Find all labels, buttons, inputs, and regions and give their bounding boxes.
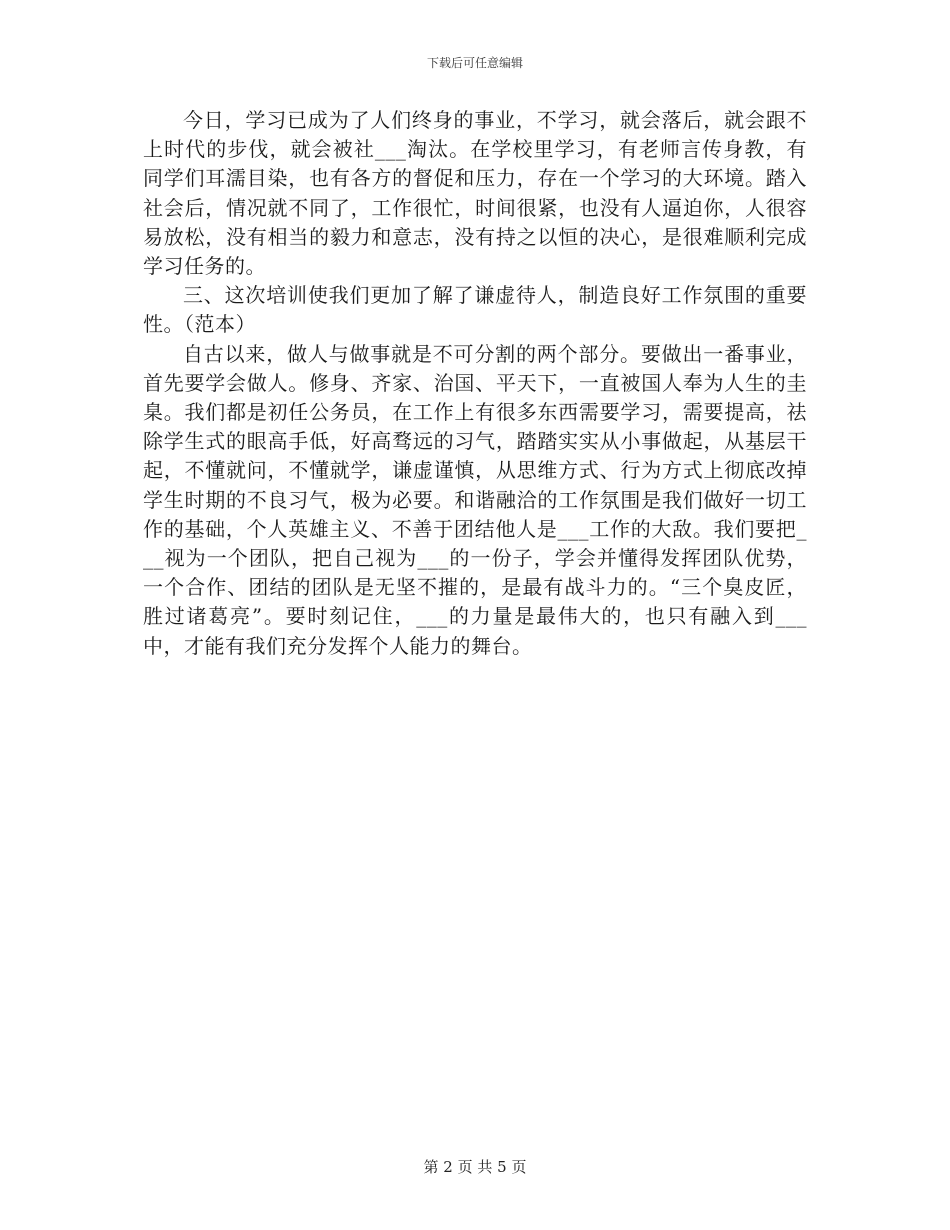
page-number: 第 2 页 共 5 页 [423,1158,527,1176]
page-header: 下载后可任意编辑 [426,56,523,70]
document-body [143,106,807,661]
paragraph-teamwork: 自古以来，做人与做事就是不可分割的两个部分。要做出一番事业，首先要学会做人。修身、齐家、治国、平天下，一直被国人奉为人生的圭臬。我们都是初任公务员，在工作上有很多东西需要学习，需要提高，祛除学生式的眼高手低，好高骛远的习气，踏踏实实从小事做起，从基层干起，不懂就问，不懂就学，谦虚谨慎，从思维方式、行为方式上彻底改掉学生时期的不良习气，极为必要。和谐融洽的工作氛围是我们做好一切工作的基础，个人英雄主义、不善于团结他人是___工作的大敌。我们要把___视为一个团队，把自己视为___的一份子，学会并懂得发挥团队优势，一个合作、团结的团队是无坚不摧的，是最有战斗力的。“三个臭皮匠，胜过诸葛亮”。要时刻记住，___的力量是最伟大的，也只有融入到___中，才能有我们充分发挥个人能力的舞台。 [143,341,807,658]
paragraph-section-three-heading: 三、这次培训使我们更加了解了谦虚待人，制造良好工作氛围的重要性。（范本） [143,283,807,337]
paragraph-learning: 今日，学习已成为了人们终身的事业，不学习，就会落后，就会跟不上时代的步伐，就会被社___淘汰。在学校里学习，有老师言传身教，有同学们耳濡目染，也有各方的督促和压力，存在一个学习的大环境。踏入社会后，情况就不同了，工作很忙，时间很紧，也没有人逼迫你，人很容易放松，没有相当的毅力和意志，没有持之以恒的决心，是很难顺利完成学习任务的。 [143,108,807,279]
